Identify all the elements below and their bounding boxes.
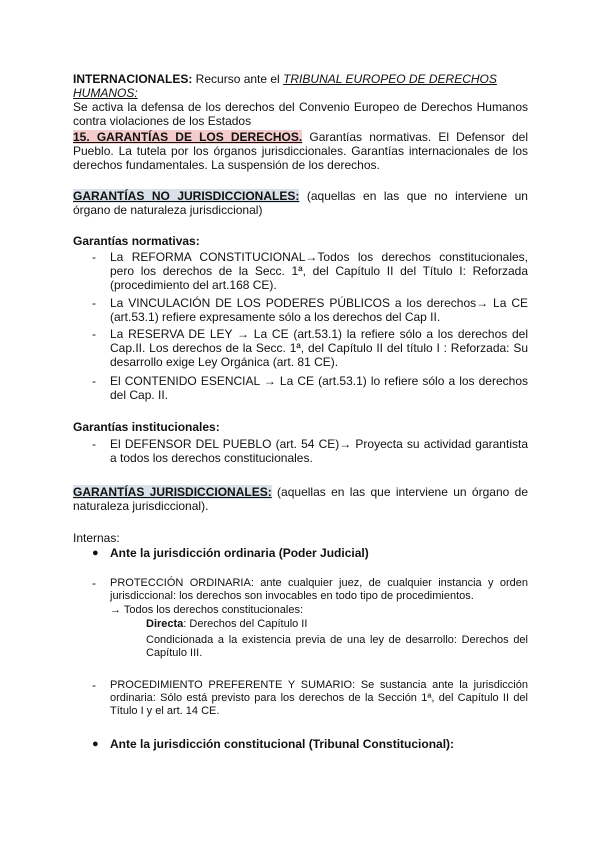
directa-label: Directa — [146, 618, 184, 630]
no-juris-paragraph — [73, 189, 528, 217]
dash-marker: - — [92, 437, 96, 451]
section15-paragraph — [73, 130, 528, 172]
condicionada-text: Condicionada a la existencia previa de una ley de desarrollo: Derechos del Capítulo III. — [146, 634, 528, 659]
intro-paragraph — [73, 72, 528, 128]
preferente-text: PROCEDIMIENTO PREFERENTE Y SUMARIO: Se sustancia ante la jurisdicción ordinaria: Sólo está previsto para los derechos de la Sección 1ª, del Capítulo II del Título I y el art. 14 CE. — [110, 679, 528, 717]
directa-line — [146, 618, 528, 631]
list-item: La RESERVA DE LEY → La CE (art.53.1) la refiere sólo a los derechos del Cap.II. Los derechos de la Secc. 1ª, del Capítulo II del título I : Reforzada: Su desarrollo exige Ley Orgánica (art. 81 CE). — [110, 327, 528, 369]
ordinaria-heading: Ante la jurisdicción ordinaria (Poder Judicial) — [110, 546, 369, 560]
bullet-marker: ● — [92, 547, 99, 559]
dash-marker: - — [92, 296, 96, 310]
section15-title: 15. GARANTÍAS DE LOS DERECHOS. — [73, 130, 303, 144]
proteccion-arrow: → Todos los derechos constitucionales: — [110, 604, 304, 616]
dash-marker: - — [92, 374, 96, 388]
intro-pre: Recurso ante el — [192, 72, 284, 86]
section15-body: Garantías normativas. El Defensor del Pueblo. La tutela por los órganos jurisdiccionales. Garantías internacionales de los derechos fundamentales. La suspensión de los derechos. — [73, 130, 528, 172]
intro-body: Se activa la defensa de los derechos del Convenio Europeo de Derechos Humanos contra violaciones de los Estados — [73, 100, 528, 128]
constitucional-heading: Ante la jurisdicción constitucional (Tribunal Constitucional): — [110, 737, 455, 751]
internas-label: Internas: — [73, 531, 120, 545]
intro-court: TRIBUNAL EUROPEO DE DERECHOS HUMANOS: — [73, 72, 497, 100]
dash-marker: - — [92, 576, 96, 590]
no-juris-body: (aquellas en las que no interviene un órgano de naturaleza jurisdiccional) — [73, 189, 528, 217]
directa-text: : Derechos del Capítulo II — [183, 618, 308, 630]
intro-label: INTERNACIONALES: — [73, 72, 193, 86]
normativas-title: Garantías normativas: — [73, 234, 200, 248]
no-juris-title: GARANTÍAS NO JURISDICCIONALES: — [73, 189, 300, 203]
juris-paragraph — [73, 485, 528, 513]
list-item: La REFORMA CONSTITUCIONAL→Todos los derechos constitucionales, pero los derechos de la Secc. 1ª, del Capítulo II del Título I: Reforzada (procedimiento del art.168 CE). — [110, 250, 528, 292]
list-item: El DEFENSOR DEL PUEBLO (art. 54 CE)→ Proyecta su actividad garantista a todos los derechos constitucionales. — [110, 437, 528, 465]
institucionales-title: Garantías institucionales: — [73, 420, 220, 434]
list-item: El CONTENIDO ESENCIAL → La CE (art.53.1) lo refiere sólo a los derechos del Cap. II. — [110, 374, 528, 402]
dash-marker: - — [92, 327, 96, 341]
dash-marker: - — [92, 678, 96, 692]
dash-marker: - — [92, 250, 96, 264]
proteccion-text: PROTECCIÓN ORDINARIA: ante cualquier juez, de cualquier instancia y orden jurisdiccional: los derechos son invocables en todo tipo de procedimientos. — [110, 577, 528, 602]
bullet-marker: ● — [92, 738, 99, 750]
juris-title: GARANTÍAS JURISDICCIONALES: — [73, 485, 272, 499]
juris-body: (aquellas en las que interviene un órgano de naturaleza jurisdiccional). — [73, 485, 528, 513]
list-item: La VINCULACIÓN DE LOS PODERES PÚBLICOS a los derechos→ La CE (art.53.1) refiere expresamente sólo a los derechos del Cap II. — [110, 296, 528, 324]
